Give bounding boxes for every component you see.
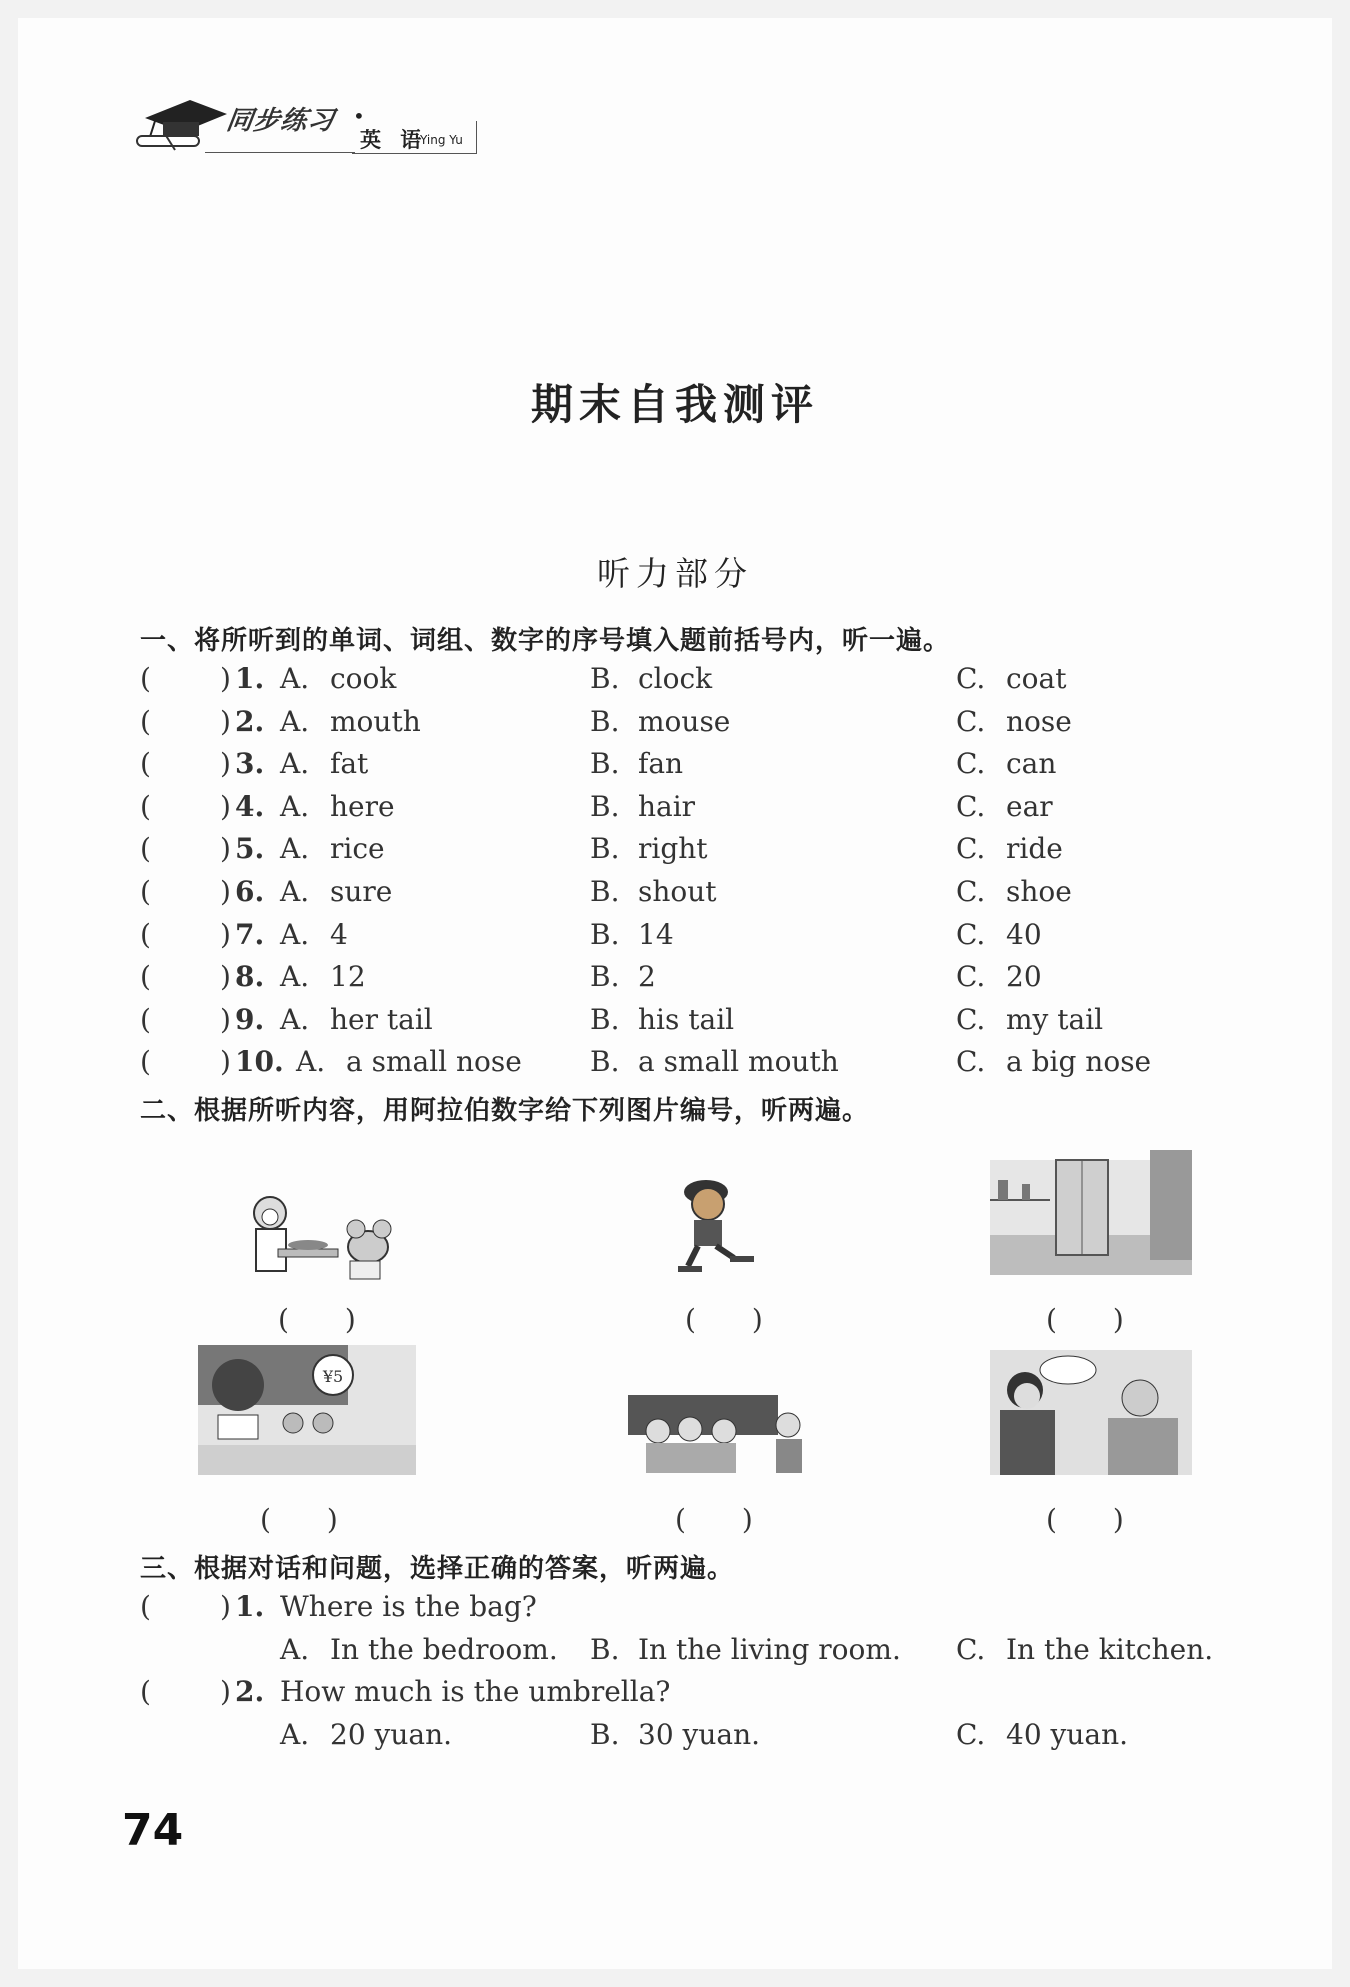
book-header [135, 88, 495, 163]
subject-box [352, 121, 477, 154]
answer-paren-open[interactable]: ( [140, 1045, 151, 1079]
option-c-label: C. [956, 1002, 986, 1036]
option-a-text: 20 yuan. [330, 1718, 453, 1751]
answer-paren-close: ) [220, 960, 231, 994]
series-title: 同步练习 [224, 106, 337, 136]
option-a-text: 12 [330, 960, 366, 994]
picture1-answer-paren[interactable]: ( ) [278, 1303, 356, 1336]
option-b-label: B. [590, 1633, 620, 1666]
option-b-label: B. [590, 875, 620, 908]
section1-heading: 一、将所听到的单词、词组、数字的序号填入题前括号内，听一遍。 [140, 626, 951, 656]
answer-paren-open[interactable]: ( [140, 917, 151, 951]
option-b-text: clock [638, 662, 713, 695]
option-c-label: C. [956, 960, 986, 994]
question-number: 1. [235, 1590, 265, 1623]
option-c-label: C. [956, 1633, 986, 1666]
separator-dot: • [353, 104, 365, 128]
option-b-text: his tail [638, 1002, 735, 1036]
option-b-text: 14 [638, 917, 674, 951]
answer-paren-close: ) [220, 789, 231, 823]
option-a-text: In the bedroom. [330, 1633, 558, 1666]
option-a-text: sure [330, 875, 393, 908]
picture-shop-price [198, 1345, 416, 1475]
option-b-label: B. [590, 1718, 620, 1751]
option-c-label: C. [956, 747, 986, 781]
question-text: Where is the bag? [280, 1590, 537, 1623]
option-c-text: In the kitchen. [1006, 1633, 1214, 1666]
option-c-text: 40 [1006, 917, 1042, 951]
picture6-answer-paren[interactable]: ( ) [1046, 1503, 1124, 1536]
option-a-text: 4 [330, 917, 348, 951]
answer-paren-open[interactable]: ( [140, 875, 151, 908]
option-c-label: C. [956, 1718, 986, 1751]
option-a-label: A. [280, 1633, 310, 1666]
answer-paren-open[interactable]: ( [140, 960, 151, 994]
answer-paren-open[interactable]: ( [140, 832, 151, 866]
answer-paren-close: ) [220, 917, 231, 951]
picture5-answer-paren[interactable]: ( ) [675, 1503, 753, 1536]
option-a-label: A. [280, 662, 310, 695]
option-a-text: a small nose [346, 1045, 522, 1079]
section3-question [0, 1590, 1350, 1630]
option-b-label: B. [590, 789, 620, 823]
page-title: 期末自我测评 [530, 380, 819, 429]
answer-paren-open[interactable]: ( [140, 704, 151, 738]
answer-paren-close: ) [220, 1002, 231, 1036]
question-number: 4. [235, 789, 265, 823]
option-b-text: hair [638, 789, 696, 823]
picture-two-adults-talking [990, 1350, 1192, 1475]
answer-paren-open[interactable]: ( [140, 1675, 151, 1708]
question-text: How much is the umbrella? [280, 1675, 671, 1708]
option-a-label: A. [280, 960, 310, 994]
option-b-text: mouse [638, 704, 731, 738]
section1-item [0, 705, 1350, 745]
option-a-text: fat [330, 747, 369, 781]
option-a-text: her tail [330, 1002, 433, 1036]
option-c-text: ear [1006, 789, 1053, 823]
option-c-label: C. [956, 875, 986, 908]
picture-monkey-and-mouse [238, 1185, 408, 1285]
graduation-cap-icon [135, 88, 230, 158]
option-a-label: A. [280, 1718, 310, 1751]
section3-options [0, 1633, 1350, 1673]
question-number: 5. [235, 832, 265, 866]
option-c-label: C. [956, 832, 986, 866]
price-tag-text: ¥5 [322, 1367, 344, 1386]
option-a-label: A. [296, 1045, 326, 1079]
option-b-text: In the living room. [638, 1633, 901, 1666]
answer-paren-open[interactable]: ( [140, 662, 151, 695]
option-a-label: A. [280, 832, 310, 866]
answer-paren-close: ) [220, 747, 231, 781]
answer-paren-open[interactable]: ( [140, 1002, 151, 1036]
option-b-label: B. [590, 832, 620, 866]
page-number: 74 [122, 1805, 184, 1856]
section1-item [0, 875, 1350, 915]
section1-item [0, 662, 1350, 702]
option-a-label: A. [280, 1002, 310, 1036]
option-c-label: C. [956, 704, 986, 738]
picture2-answer-paren[interactable]: ( ) [685, 1303, 763, 1336]
option-c-text: my tail [1006, 1002, 1104, 1036]
question-number: 3. [235, 747, 265, 781]
option-a-text: rice [330, 832, 385, 866]
option-c-text: a big nose [1006, 1045, 1152, 1079]
answer-paren-close: ) [220, 1675, 231, 1708]
option-c-text: ride [1006, 832, 1063, 866]
subject-label: 英 语 [360, 128, 428, 152]
answer-paren-open[interactable]: ( [140, 789, 151, 823]
picture-children-group [628, 1395, 813, 1475]
answer-paren-close: ) [220, 875, 231, 908]
option-b-text: shout [638, 875, 717, 908]
option-b-label: B. [590, 662, 620, 695]
option-c-text: can [1006, 747, 1057, 781]
picture4-answer-paren[interactable]: ( ) [260, 1503, 338, 1536]
option-c-text: shoe [1006, 875, 1072, 908]
option-c-text: 40 yuan. [1006, 1718, 1129, 1751]
option-b-text: 30 yuan. [638, 1718, 761, 1751]
section1-item [0, 790, 1350, 830]
option-a-text: here [330, 789, 395, 823]
option-a-text: cook [330, 662, 397, 695]
option-b-text: right [638, 832, 708, 866]
option-c-text: nose [1006, 704, 1072, 738]
option-b-label: B. [590, 1045, 620, 1079]
section1-item [0, 960, 1350, 1000]
option-b-label: B. [590, 747, 620, 781]
section3-heading: 三、根据对话和问题，选择正确的答案，听两遍。 [140, 1554, 735, 1584]
option-a-label: A. [280, 875, 310, 908]
section3-options [0, 1718, 1350, 1758]
option-b-label: B. [590, 960, 620, 994]
option-b-label: B. [590, 704, 620, 738]
option-c-text: 20 [1006, 960, 1042, 994]
option-c-label: C. [956, 1045, 986, 1079]
question-number: 1. [235, 662, 265, 695]
answer-paren-close: ) [220, 1590, 231, 1623]
question-number: 6. [235, 875, 265, 908]
question-number: 10. [235, 1045, 284, 1079]
header-rule [205, 152, 355, 153]
section-title-listening: 听力部分 [597, 554, 753, 593]
section1-item [0, 918, 1350, 958]
question-number: 8. [235, 960, 265, 994]
option-a-label: A. [280, 747, 310, 781]
option-b-text: fan [638, 747, 684, 781]
question-number: 2. [235, 704, 265, 738]
question-number: 7. [235, 917, 265, 951]
picture3-answer-paren[interactable]: ( ) [1046, 1303, 1124, 1336]
option-a-text: mouth [330, 704, 421, 738]
section1-item [0, 1045, 1350, 1085]
answer-paren-open[interactable]: ( [140, 747, 151, 781]
option-b-text: a small mouth [638, 1045, 839, 1079]
section3-question [0, 1675, 1350, 1715]
option-b-label: B. [590, 1002, 620, 1036]
option-a-label: A. [280, 917, 310, 951]
subject-pinyin: Ying Yu [420, 133, 463, 147]
picture-boy-skating [668, 1170, 768, 1280]
option-b-text: 2 [638, 960, 656, 994]
answer-paren-open[interactable]: ( [140, 1590, 151, 1623]
section1-item [0, 1003, 1350, 1043]
question-number: 2. [235, 1675, 265, 1708]
question-number: 9. [235, 1002, 265, 1036]
option-c-text: coat [1006, 662, 1067, 695]
option-c-label: C. [956, 789, 986, 823]
option-c-label: C. [956, 662, 986, 695]
answer-paren-close: ) [220, 662, 231, 695]
option-a-label: A. [280, 789, 310, 823]
picture-kitchen [990, 1140, 1192, 1275]
answer-paren-close: ) [220, 704, 231, 738]
section2-heading: 二、根据所听内容，用阿拉伯数字给下列图片编号，听两遍。 [140, 1096, 870, 1126]
answer-paren-close: ) [220, 1045, 231, 1079]
section1-item [0, 747, 1350, 787]
option-b-label: B. [590, 917, 620, 951]
answer-paren-close: ) [220, 832, 231, 866]
section1-item [0, 832, 1350, 872]
option-c-label: C. [956, 917, 986, 951]
option-a-label: A. [280, 704, 310, 738]
